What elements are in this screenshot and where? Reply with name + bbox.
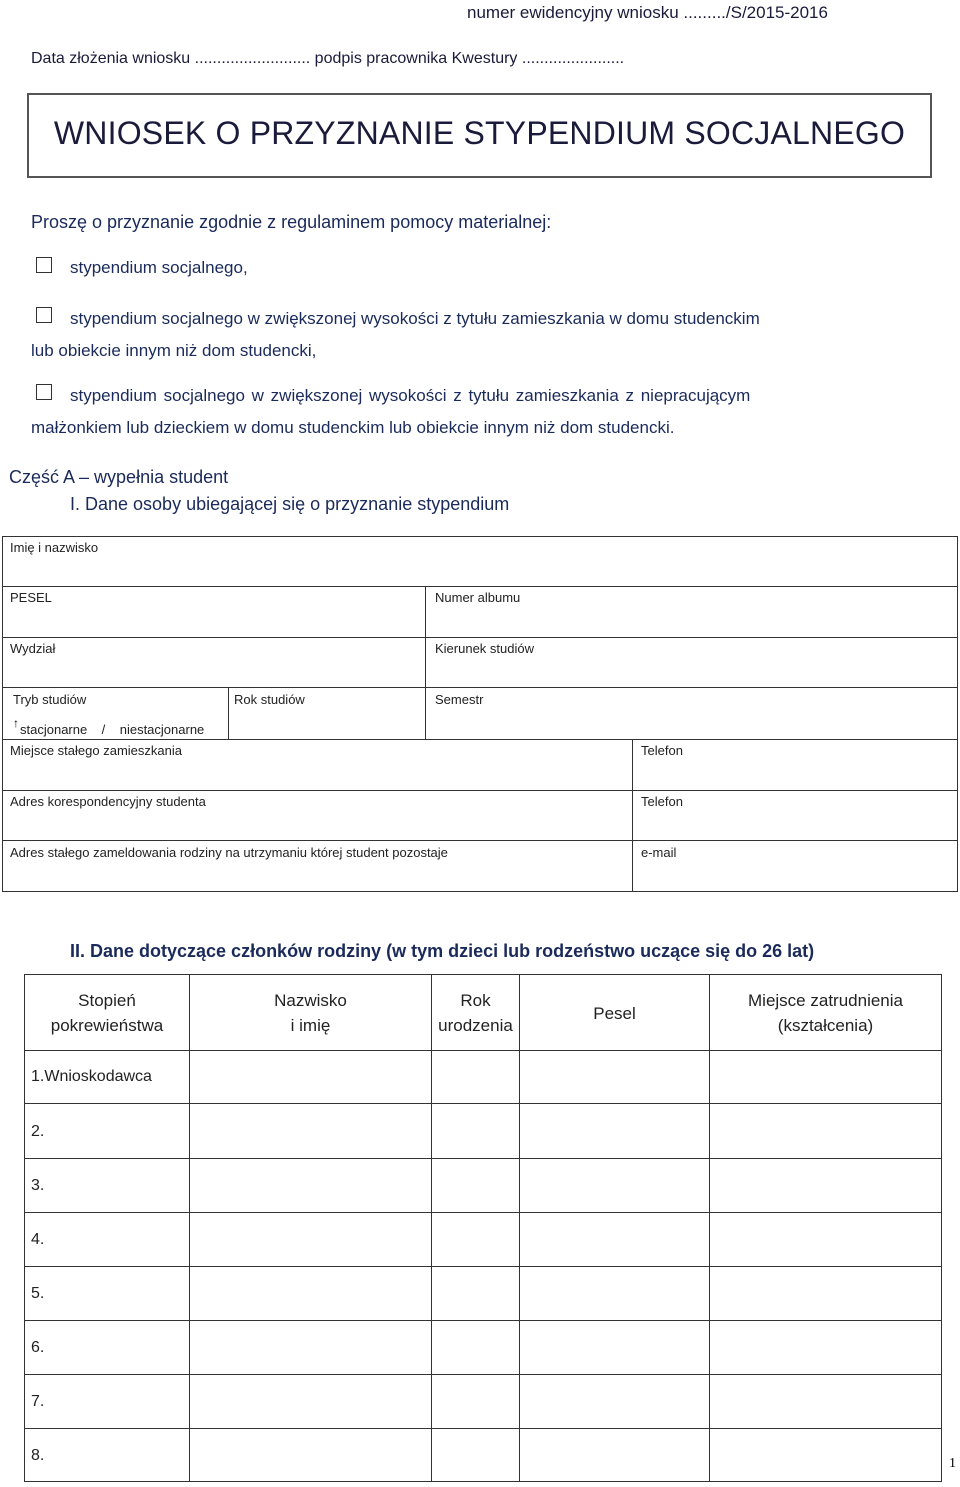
phone-2-label: Telefon xyxy=(641,794,683,809)
faculty-field[interactable] xyxy=(4,639,424,686)
family-row-label: 5. xyxy=(31,1285,45,1302)
email-field[interactable] xyxy=(634,842,956,890)
col-header-pesel: Pesel xyxy=(593,1004,636,1023)
family-row-label: 7. xyxy=(31,1393,45,1410)
faculty-label: Wydział xyxy=(10,641,56,656)
option-3-checkbox[interactable] xyxy=(36,384,52,400)
option-3-label-line2: małżonkiem lub dzieckiem w domu studenckim lub obiekcie innym niż dom studencki. xyxy=(31,418,675,437)
name-field[interactable] xyxy=(4,538,956,585)
family-row-label: 8. xyxy=(31,1447,45,1464)
residence-label: Miejsce stałego zamieszkania xyxy=(10,743,182,758)
semester-label: Semestr xyxy=(435,692,484,707)
page-title: WNIOSEK O PRZYZNANIE STYPENDIUM SOCJALNEGO xyxy=(53,115,906,151)
col-header-birth-year: Rok urodzenia xyxy=(438,991,513,1035)
family-row-label: 1.Wnioskodawca xyxy=(31,1068,152,1085)
col-header-employment: Miejsce zatrudnienia (kształcenia) xyxy=(748,991,903,1035)
email-label: e-mail xyxy=(641,845,677,860)
option-2-label-line2: lub obiekcie innym niż dom studencki, xyxy=(31,341,317,360)
family-row-label: 2. xyxy=(31,1123,45,1140)
option-1-checkbox[interactable] xyxy=(36,257,52,273)
mode-label: Tryb studiów xyxy=(13,692,87,707)
field-of-study-label: Kierunek studiów xyxy=(435,641,534,656)
name-label: Imię i nazwisko xyxy=(10,540,99,555)
page-number: 1 xyxy=(949,1456,956,1471)
col-header-relationship: Stopień pokrewieństwa xyxy=(50,991,164,1035)
mode-selector-arrow-icon: ↑ xyxy=(13,716,19,730)
album-label: Numer albumu xyxy=(435,590,521,605)
year-label: Rok studiów xyxy=(234,692,305,707)
date-and-signature-line: Data złożenia wniosku .......................... podpis pracownika Kwestury ....................... xyxy=(31,50,625,67)
col-header-name: Nazwisko i imię xyxy=(274,991,347,1035)
option-3-label-line1: stypendium socjalnego w zwiększonej wysokości z tytułu zamieszkania z niepracującym xyxy=(70,386,751,405)
family-row-label: 4. xyxy=(31,1231,45,1248)
option-2-checkbox[interactable] xyxy=(36,307,52,323)
title-box xyxy=(27,93,932,178)
intro-text: Proszę o przyznanie zgodnie z regulaminem pomocy materialnej: xyxy=(31,212,552,232)
family-row-label: 3. xyxy=(31,1177,45,1194)
phone-1-label: Telefon xyxy=(641,743,683,758)
section-2-heading: II. Dane dotyczące członków rodziny (w tym dzieci lub rodzeństwo uczące się do 26 lat) xyxy=(70,941,815,961)
correspondence-label: Adres korespondencyjny studenta xyxy=(10,794,206,809)
pesel-label: PESEL xyxy=(10,590,52,605)
option-2-label-line1: stypendium socjalnego w zwiększonej wysokości z tytułu zamieszkania w domu studenckim xyxy=(70,309,760,328)
part-a-heading: Część A – wypełnia student xyxy=(9,467,229,487)
family-address-label: Adres stałego zameldowania rodziny na utrzymaniu której student pozostaje xyxy=(10,845,448,860)
section-1-heading: I. Dane osoby ubiegającej się o przyznanie stypendium xyxy=(70,494,510,514)
registration-number: numer ewidencyjny wniosku ........./S/2015-2016 xyxy=(467,3,828,22)
semester-field[interactable] xyxy=(427,689,956,738)
mode-options[interactable]: stacjonarne / niestacjonarne xyxy=(20,722,205,737)
option-1-label: stypendium socjalnego, xyxy=(70,258,248,277)
family-row-label: 6. xyxy=(31,1339,45,1356)
pesel-field[interactable] xyxy=(4,588,424,636)
